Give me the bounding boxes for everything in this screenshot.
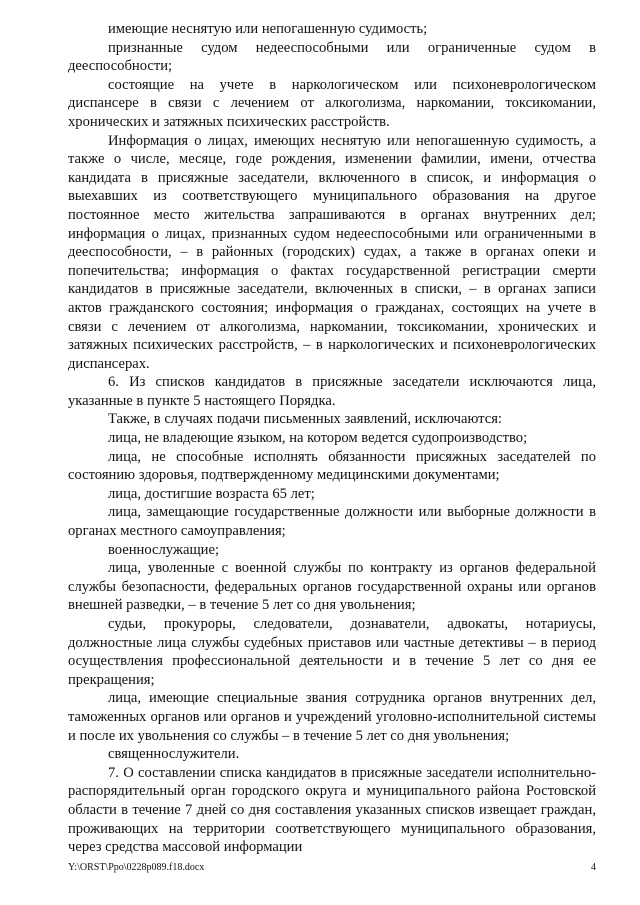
paragraph-12: лица, уволенные с военной службы по контракту из органов федеральной службы безопасности, федеральных органов государственной охраны или органов внешней разведки, – в течение 5 лет со дня увольнения; xyxy=(68,560,596,614)
footer-file-path: Y:\ORST\Ppo\0228p089.f18.docx xyxy=(68,862,205,873)
paragraph-2: признанные судом недееспособными или ограниченные судом в дееспособности; xyxy=(68,39,596,75)
paragraph-10: лица, замещающие государственные должности или выборные должности в органах местного самоуправления; xyxy=(68,504,596,540)
paragraph-8: лица, не способные исполнять обязанности присяжных заседателей по состоянию здоровья, подтвержденному медицинскими документами; xyxy=(68,448,596,484)
paragraph-5: 6. Из списков кандидатов в присяжные заседатели исключаются лица, указанные в пункте 5 настоящего Порядка. xyxy=(68,374,596,409)
paragraph-4: Информация о лицах, имеющих неснятую или непогашенную судимость, а также о числе, месяце, годе рождения, изменении фамилии, имени, отчества кандидата в присяжные заседатели, включенного в список, и информация о выехавших из соответствующего муниципального образования на другое постоянное место жительства запрашиваются в органах внутренних дел; информация о лицах, признанных судом недееспособными или ограниченными в дееспособности, – в районных (городских) судах, а также в органах опеки и попечительства; информация о фактах государственной регистрации смерти кандидатов в присяжные заседатели, включенных в списки, – в органах записи актов гражданского состояния; информация о гражданах, состоящих на учете в связи с лечением от алкоголизма, наркомании, токсикомании, хронических и затяжных психических расстройств, – в наркологических и психоневрологических диспансерах. xyxy=(68,132,596,372)
document-body xyxy=(68,20,596,857)
paragraph-3: состоящие на учете в наркологическом или психоневрологическом диспансере в связи с лечением от алкоголизма, наркомании, токсикомании, хронических и затяжных психических расстройств. xyxy=(68,76,596,130)
paragraph-6: Также, в случаях подачи письменных заявлений, исключаются: xyxy=(108,411,502,428)
paragraph-16: 7. О составлении списка кандидатов в присяжные заседатели исполнительно-распорядительный орган городского округа и муниципального района Ростовской области в течение 7 дней со дня составления указанных списков извещает граждан, проживающих на территории соответствующего муниципального образования, через средства массовой информации xyxy=(68,764,596,856)
paragraph-14: лица, имеющие специальные звания сотрудника органов внутренних дел, таможенных органов или органов и учреждений уголовно-исполнительной системы и после их увольнения со службы – в течение 5 лет со дня увольнения; xyxy=(68,690,596,744)
page-footer xyxy=(68,862,596,873)
paragraph-7: лица, не владеющие языком, на котором ведется судопроизводство; xyxy=(108,430,528,447)
paragraph-1: имеющие неснятую или непогашенную судимость; xyxy=(108,21,428,37)
page-number: 4 xyxy=(591,862,596,873)
paragraph-9: лица, достигшие возраста 65 лет; xyxy=(108,485,315,502)
paragraph-11: военнослужащие; xyxy=(108,541,220,558)
paragraph-15: священнослужители. xyxy=(108,746,240,763)
paragraph-13: судьи, прокуроры, следователи, дознаватели, адвокаты, нотариусы, должностные лица службы судебных приставов или частные детективы – в период осуществления профессиональной деятельности и в течение 5 лет со дня ее прекращения; xyxy=(68,616,596,688)
